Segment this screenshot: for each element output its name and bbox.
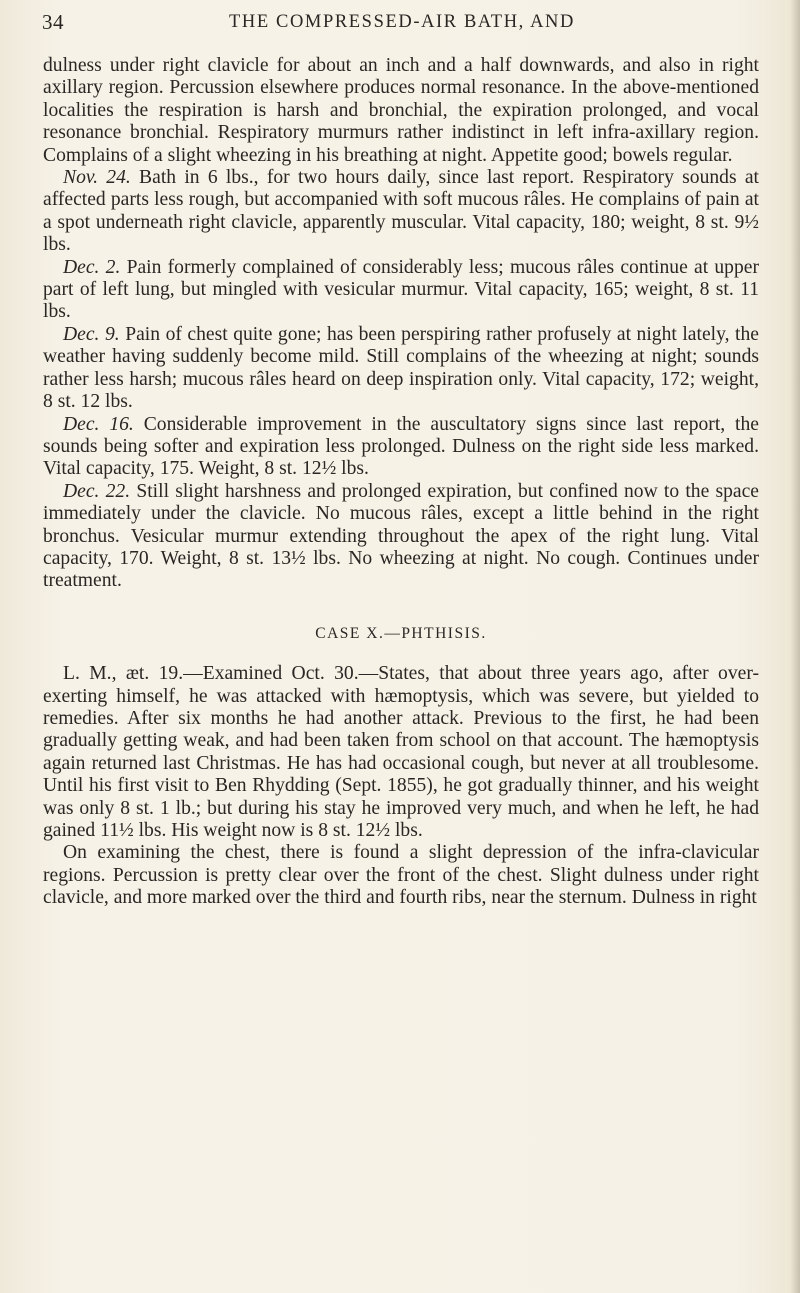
paragraph-text: Still slight harshness and prolonged expiration, but confined now to the space immediately under the clavicle. No mucous râles, except a little behind in the right bronchus. Vesicular murmur extending throughout the apex of the right lung. Vital capacity, 170. Weight, 8 st. 13½ lbs. No wheezing at night. No cough. Continues under treatment.	[43, 480, 759, 592]
case-heading: CASE X.—PHTHISIS.	[315, 624, 487, 642]
page-header	[42, 10, 762, 40]
paragraph-continued	[43, 55, 759, 167]
paragraph-dec-22	[43, 481, 759, 593]
entry-date: Dec. 2.	[63, 256, 121, 278]
paragraph-text: Considerable improvement in the auscultatory signs since last report, the sounds being softer and expiration less prolonged. Dulness on the right side less marked. Vital capacity, 175. Weight, 8 st. 12½ lbs.	[43, 413, 759, 480]
running-title: THE COMPRESSED-AIR BATH, AND	[229, 12, 575, 32]
body-text	[43, 55, 759, 910]
paragraph-text: On examining the chest, there is found a slight depression of the infra-clavicular regions. Percussion is pretty clear over the front of the chest. Slight dulness under right clavicle, and more marked over the third and fourth ribs, near the sternum. Dulness in right	[43, 842, 759, 909]
entry-date: Dec. 9.	[63, 323, 120, 345]
paragraph-dec-16	[43, 414, 759, 481]
entry-date: Dec. 22.	[63, 480, 131, 502]
page-number: 34	[42, 10, 64, 34]
case-paragraph-history	[43, 663, 759, 842]
case-paragraph-examination	[43, 842, 759, 909]
entry-date: Nov. 24.	[63, 167, 131, 189]
paragraph-text: Pain of chest quite gone; has been perspiring rather profusely at night lately, the weather having suddenly become mild. Still complains of the wheezing at night; sounds rather less harsh; mucous râles heard on deep inspiration only. Vital capacity, 172; weight, 8 st. 12 lbs.	[43, 323, 759, 413]
entry-date: Dec. 16.	[63, 413, 134, 435]
paragraph-text: Bath in 6 lbs., for two hours daily, since last report. Respiratory sounds at affected parts less rough, but accompanied with soft mucous râles. He complains of pain at a spot underneath right clavicle, apparently muscular. Vital capacity, 180; weight, 8 st. 9½ lbs.	[43, 167, 759, 256]
paragraph-text: L. M., æt. 19.—Examined Oct. 30.—States, that about three years ago, after over-exerting himself, he was attacked with hæmoptysis, which was severe, but yielded to remedies. After six months he had another attack. Previous to the first, he had been gradually getting weak, and had been taken from school on that account. The hæmoptysis again returned last Christmas. He has had occasional cough, but never at all troublesome. Until his first visit to Ben Rhydding (Sept. 1855), he got gradually thinner, and his weight was only 8 st. 1 lb.; but during his stay he improved very much, and when he left, he had gained 11½ lbs. His weight now is 8 st. 12½ lbs.	[43, 663, 759, 841]
paragraph-dec-9	[43, 324, 759, 414]
paragraph-nov-24	[43, 167, 759, 257]
paragraph-text: dulness under right clavicle for about an inch and a half downwards, and also in right axillary region. Percussion elsewhere produces normal resonance. In the above-mentioned localities the respiration is harsh and bronchial, the expiration prolonged, and vocal resonance bronchial. Respiratory murmurs rather indistinct in left infra-axillary region. Complains of a slight wheezing in his breathing at night. Appetite good; bowels regular.	[43, 55, 759, 166]
page-edge-shadow	[790, 0, 800, 1293]
paragraph-text: Pain formerly complained of considerably less; mucous râles continue at upper part of left lung, but mingled with vesicular murmur. Vital capacity, 165; weight, 8 st. 11 lbs.	[43, 256, 759, 323]
paragraph-dec-2	[43, 257, 759, 324]
